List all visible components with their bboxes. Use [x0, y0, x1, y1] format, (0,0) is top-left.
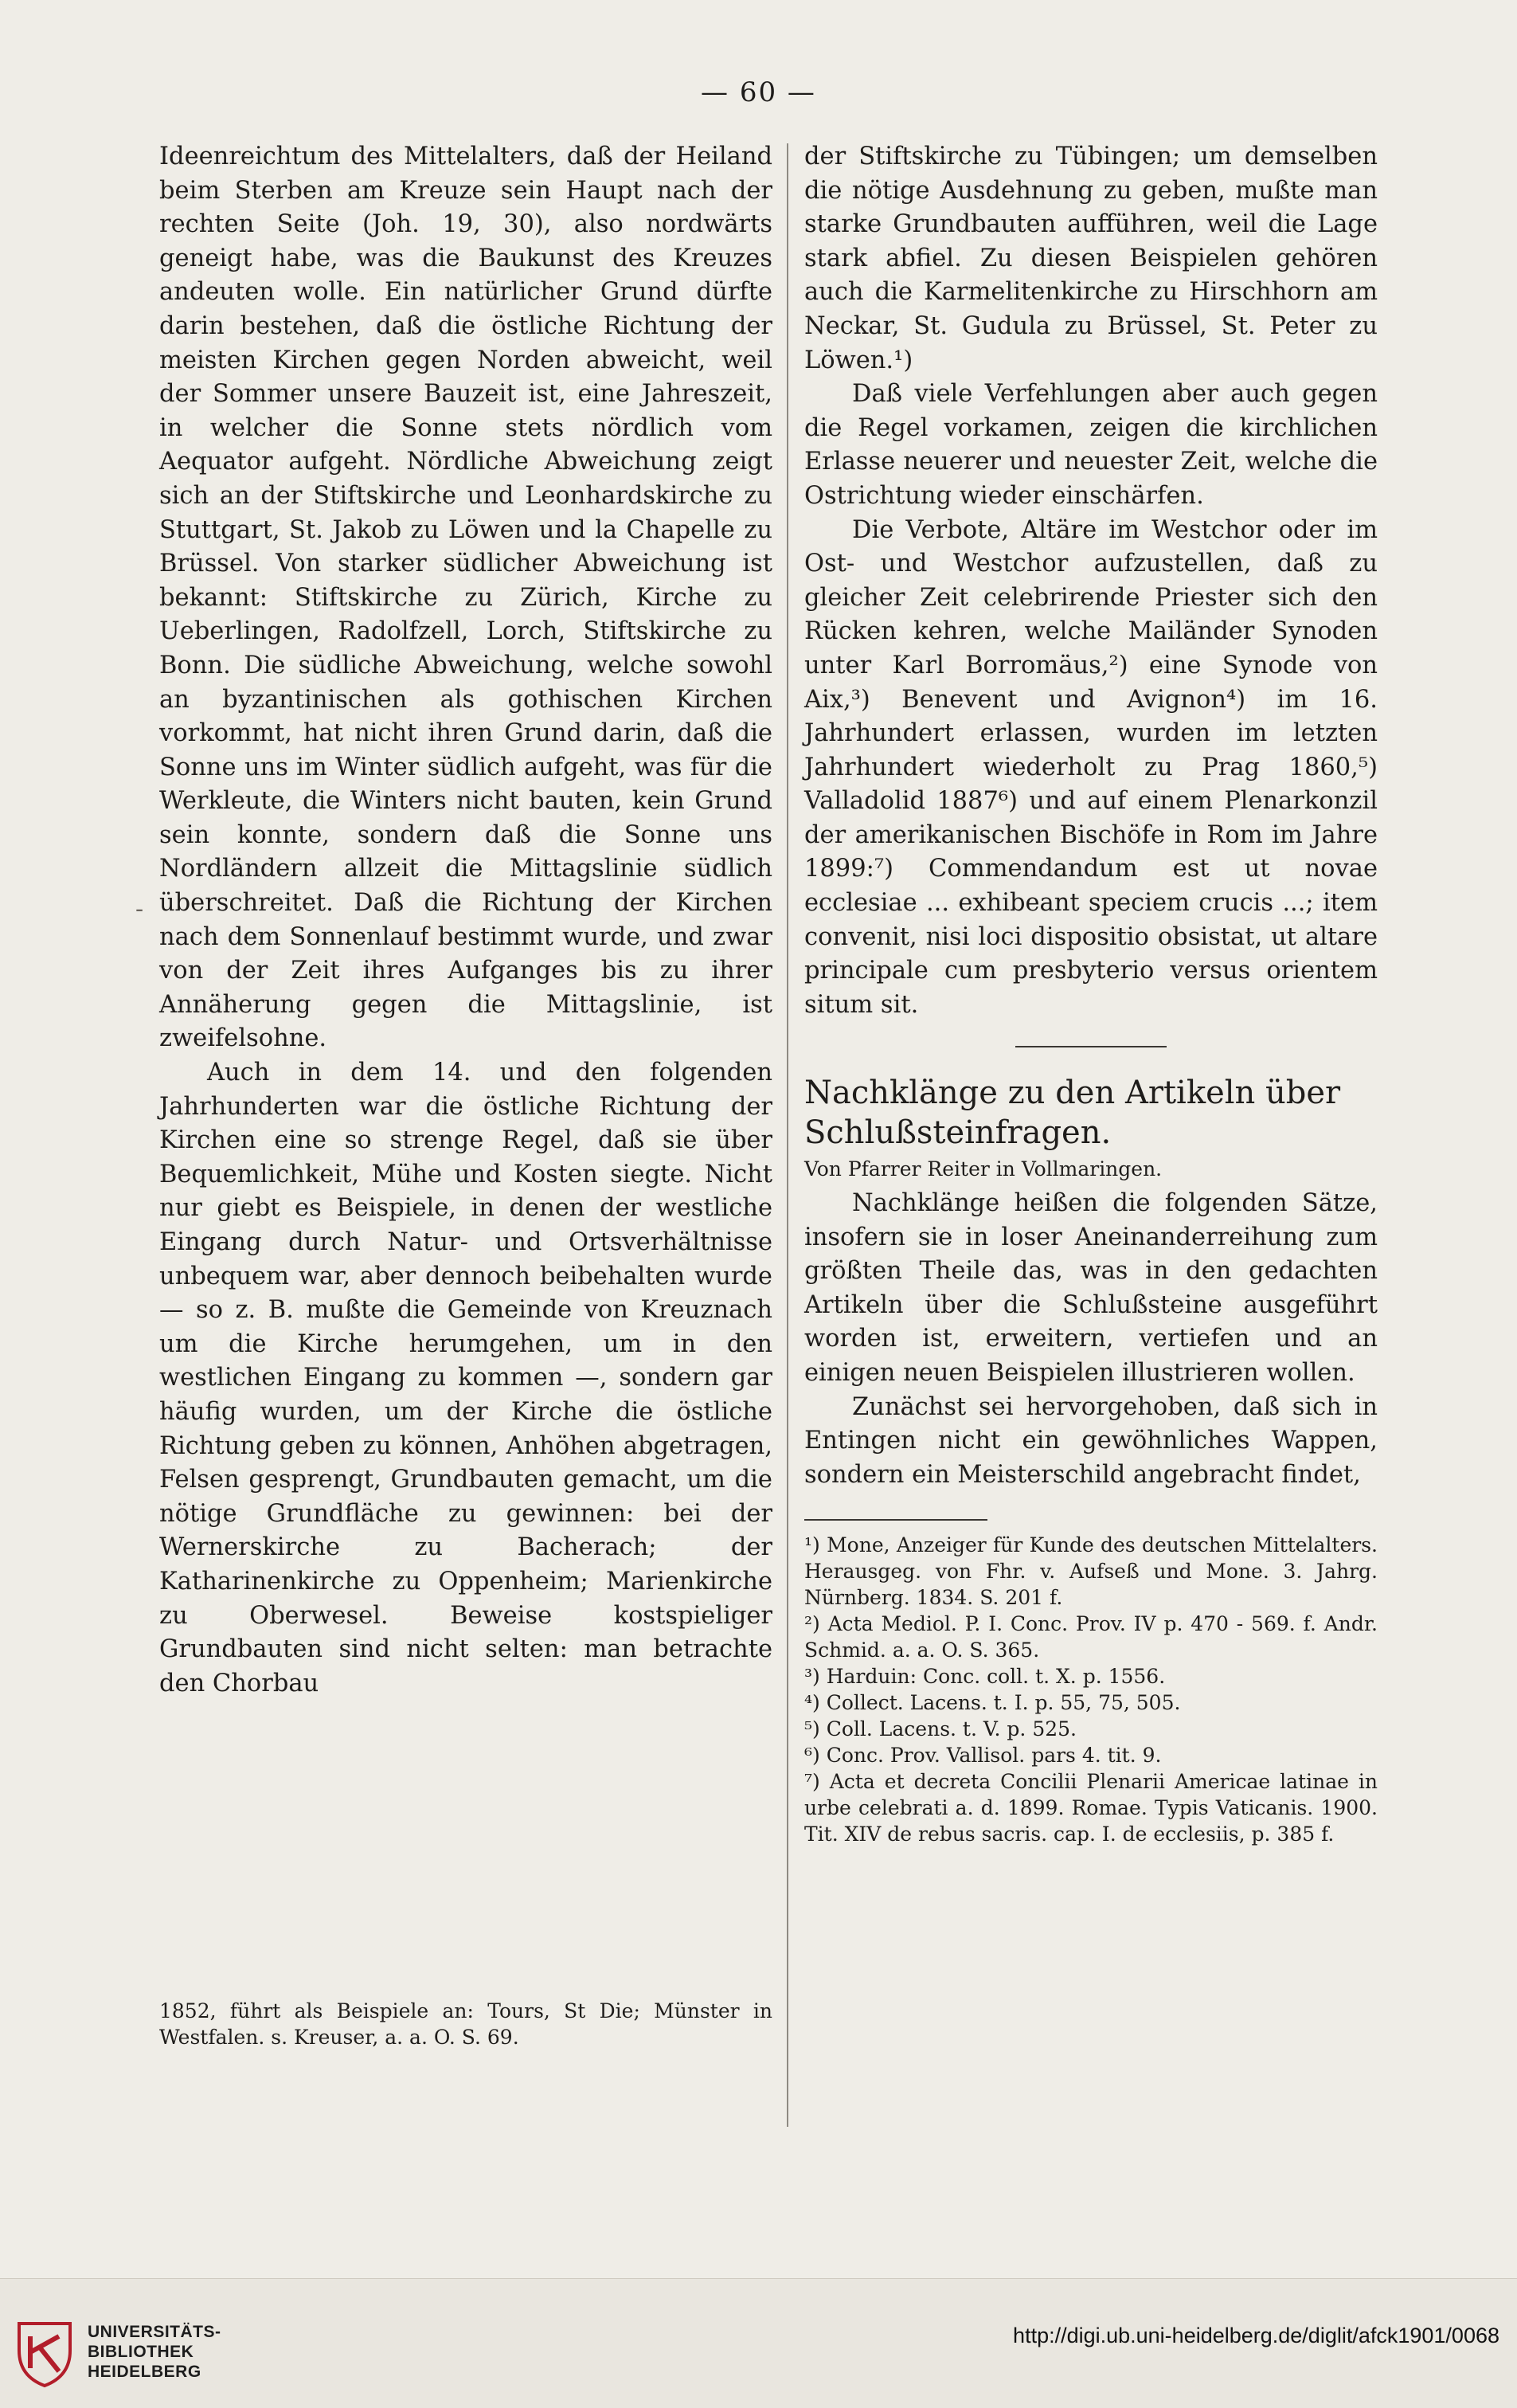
right-paragraph-2: Daß viele Verfehlungen aber auch gegen die Regel vorkamen, zeigen die kirchlichen Erlasse neuerer und neuester Zeit, welche die Ostrichtung wieder einschärfen. [804, 380, 1378, 510]
source-url-link[interactable]: http://digi.ub.uni-heidelberg.de/diglit/afck1901/0068 [1013, 2324, 1499, 2347]
library-name [88, 2322, 221, 2382]
library-name-line-2: BIBLIOTHEK [88, 2343, 194, 2361]
article-paragraph-2: Zunächst sei hervorgehoben, daß sich in Entingen nicht ein gewöhnliches Wappen, sondern ein Meisterschild angebracht findet, [804, 1392, 1378, 1489]
footnotes [804, 1532, 1378, 1847]
article-paragraph-1: Nachklänge heißen die folgenden Sätze, insofern sie in loser Aneinanderreihung zum größten Theile das, was in den gedachten Artikeln über die Schlußsteine ausgeführt worden ist, erweitern, vertiefen und an einigen neuen Beispielen illustrieren wollen. [804, 1189, 1378, 1387]
left-column [159, 140, 772, 1701]
footnote-rule [804, 1519, 987, 1521]
right-column [804, 140, 1378, 1847]
footnote-1: ¹) Mone, Anzeiger für Kunde des deutschen Mittelalters. Herausgeg. von Fhr. v. Aufseß und Mone. 3. Jahrg. Nürnberg. 1834. S. 201 f. [804, 1533, 1378, 1610]
library-footer [0, 2278, 1517, 2408]
left-footnote-continuation [159, 1998, 772, 2050]
left-footnote-text: 1852, führt als Beispiele an: Tours, St Die; Münster in Westfalen. s. Kreuser, a. a. O. S. 69. [159, 1999, 772, 2049]
column-divider [787, 143, 788, 2127]
university-library-logo-icon [14, 2319, 75, 2389]
footnote-7: ⁷) Acta et decreta Concilii Plenarii Americae latinae in urbe celebrati a. d. 1899. Romae. Typis Vaticanis. 1900. Tit. XIV de rebus sacris. cap. I. de ecclesiis, p. 385 f. [804, 1770, 1378, 1846]
right-paragraph-1: der Stiftskirche zu Tübingen; um demselben die nötige Ausdehnung zu geben, mußte man starke Grundbauten aufführen, weil die Lage stark abfiel. Zu diesen Beispielen gehören auch die Karmelitenkirche zu Hirschhorn am Neckar, St. Gudula zu Brüssel, St. Peter zu Löwen.¹) [804, 143, 1378, 374]
section-rule [1015, 1046, 1167, 1047]
footnote-5: ⁵) Coll. Lacens. t. V. p. 525. [804, 1717, 1077, 1741]
page-number: — 60 — [701, 76, 816, 108]
left-paragraph-2: Auch in dem 14. und den folgenden Jahrhunderten war die östliche Richtung der Kirchen eine so strenge Regel, daß sie über Bequemlichkeit, Mühe und Kosten siegte. Nicht nur giebt es Beispiele, in denen der westliche Eingang durch Natur- und Ortsverhältnisse unbequem war, aber dennoch beibehalten wurde — so z. B. mußte die Gemeinde von Kreuznach um die Kirche herumgehen, um in den westlichen Eingang zu kommen —, sondern gar häufig wurden, um der Kirche die östliche Richtung geben zu können, Anhöhen abgetragen, Felsen gesprengt, Grundbauten gemacht, um die nötige Grundfläche zu gewinnen: bei der Wernerskirche zu Bacherach; der Katharinenkirche zu Oppenheim; Marienkirche zu Oberwesel. Beweise kostspieliger Grundbauten sind nicht selten: man betrachte den Chorbau [159, 1059, 772, 1697]
margin-mark: - [135, 895, 144, 923]
footnote-3: ³) Harduin: Conc. coll. t. X. p. 1556. [804, 1665, 1166, 1689]
left-paragraph-1: Ideenreichtum des Mittelalters, daß der Heiland beim Sterben am Kreuze sein Haupt nach der rechten Seite (Joh. 19, 30), also nordwärts geneigt habe, was die Baukunst des Kreuzes andeuten wolle. Ein natürlicher Grund dürfte darin bestehen, daß die östliche Richtung der meisten Kirchen gegen Norden abweicht, weil der Sommer unsere Bauzeit ist, eine Jahreszeit, in welcher die Sonne stets nördlich vom Aequator aufgeht. Nördliche Abweichung zeigt sich an der Stiftskirche und Leonhardskirche zu Stuttgart, St. Jakob zu Löwen und la Chapelle zu Brüssel. Von starker südlicher Abweichung ist bekannt: Stiftskirche zu Zürich, Kirche zu Ueberlingen, Radolfzell, Lorch, Stiftskirche zu Bonn. Die südliche Abweichung, welche sowohl an byzantinischen als gothischen Kirchen vorkommt, hat nicht ihren Grund darin, daß die Sonne uns im Winter südlich aufgeht, was für die Werkleute, die Winters nicht bauten, kein Grund sein konnte, sondern daß die Sonne uns Nordländern allzeit die Mittagslinie südlich überschreitet. Daß die Richtung der Kirchen nach dem Sonnenlauf bestimmt wurde, und zwar von der Zeit ihres Aufganges bis zu ihrer Annäherung gegen die Mittagslinie, ist zweifelsohne. [159, 143, 772, 1053]
right-paragraph-3: Die Verbote, Altäre im Westchor oder im Ost- und Westchor aufzustellen, daß zu gleicher Zeit celebrirende Priester sich den Rücken kehren, welche Mailänder Synoden unter Karl Borromäus,²) eine Synode von Aix,³) Benevent und Avignon⁴) im 16. Jahrhundert erlassen, wurden im letzten Jahrhundert wiederholt zu Prag 1860,⁵) Valladolid 1887⁶) und auf einem Plenarkonzil der amerikanischen Bischöfe in Rom im Jahre 1899:⁷) Commendandum est ut novae ecclesiae ... exhibeant speciem crucis ...; item convenit, nisi loci dispositio obsistat, ut altare principale cum presbyterio versus orientem situm sit. [804, 515, 1378, 1019]
footnote-6: ⁶) Conc. Prov. Vallisol. pars 4. tit. 9. [804, 1744, 1162, 1768]
library-name-line-1: UNIVERSITÄTS- [88, 2323, 221, 2341]
article-heading-line-2: Schlußsteinfragen. [804, 1114, 1112, 1152]
library-name-line-3: HEIDELBERG [88, 2363, 201, 2381]
article-byline: Von Pfarrer Reiter in Vollmaringen. [804, 1157, 1163, 1181]
article-heading-line-1: Nachklänge zu den Artikeln über [804, 1075, 1341, 1112]
footnote-4: ⁴) Collect. Lacens. t. I. p. 55, 75, 505. [804, 1691, 1181, 1715]
footnote-2: ²) Acta Mediol. P. I. Conc. Prov. IV p. 470 - 569. f. Andr. Schmid. a. a. O. S. 365. [804, 1612, 1378, 1662]
